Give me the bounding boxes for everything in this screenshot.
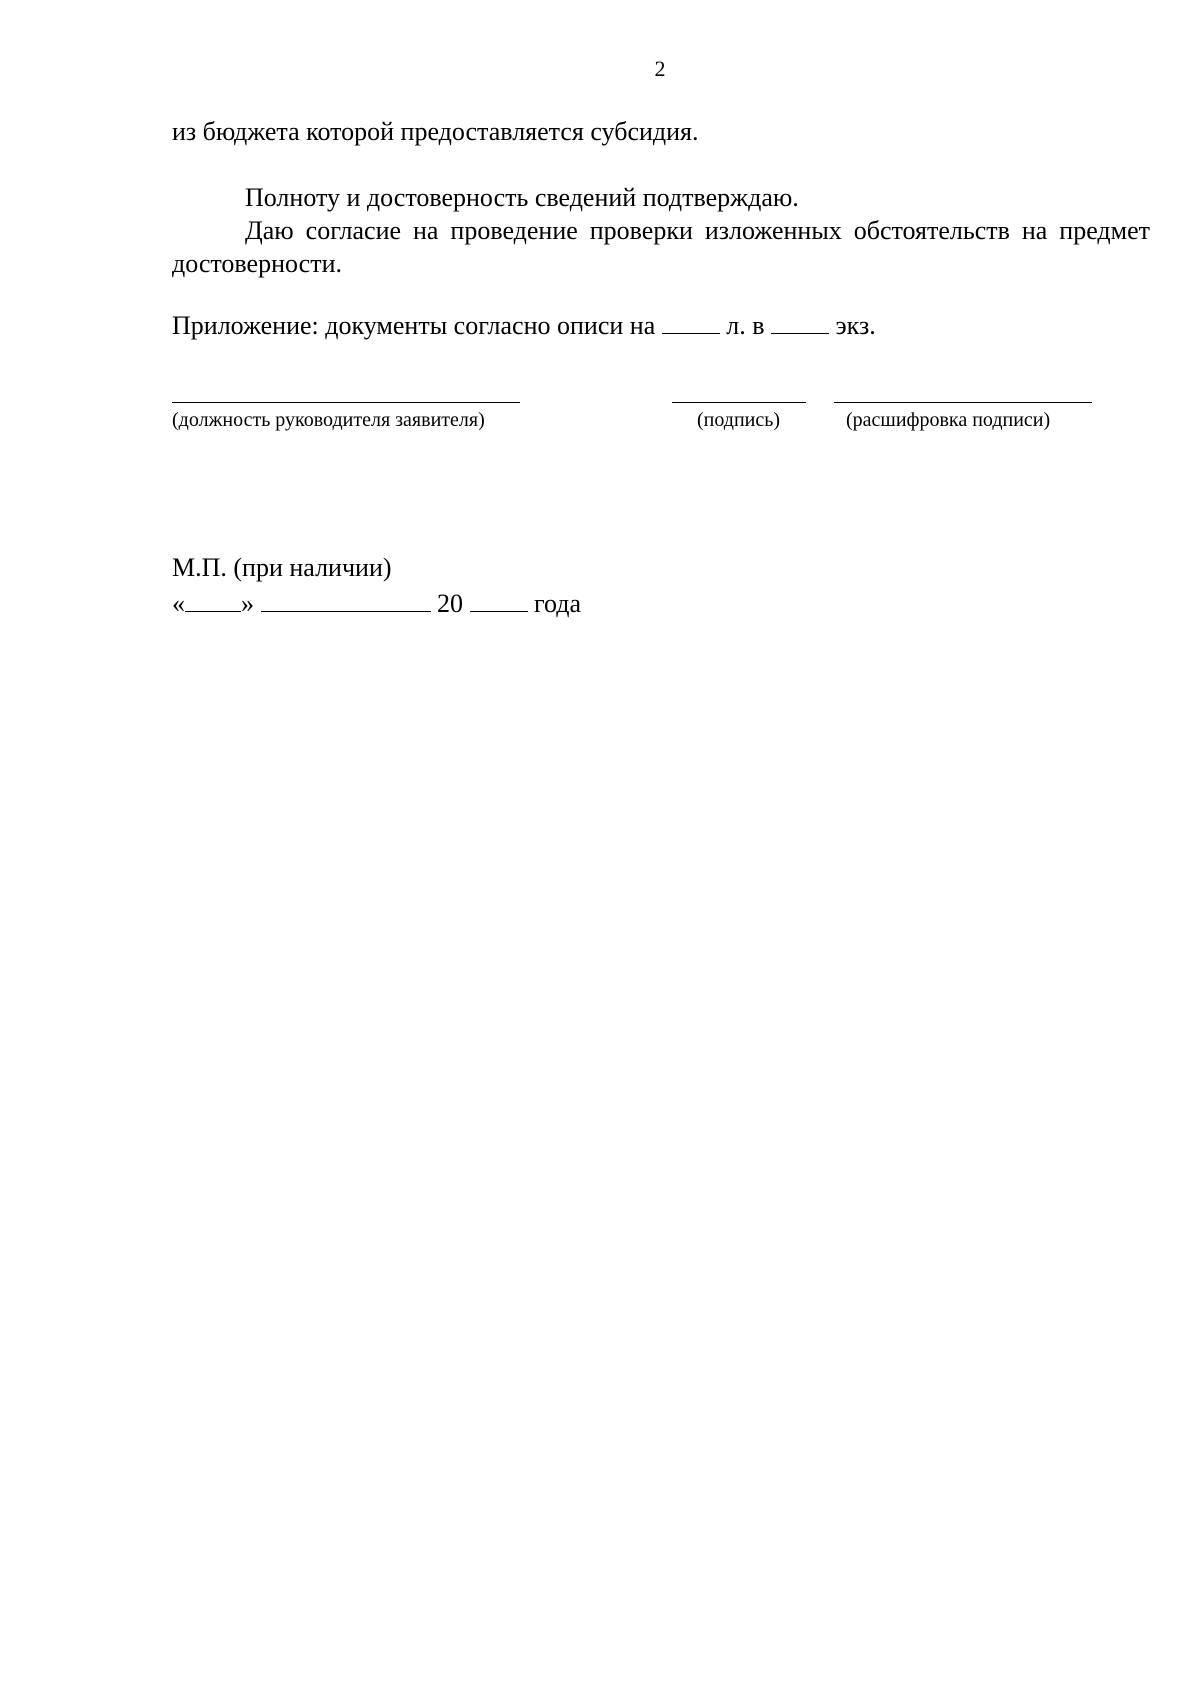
appendix-mid: л. в xyxy=(726,311,765,340)
date-year-blank[interactable] xyxy=(470,587,528,612)
appendix-line xyxy=(172,309,1150,342)
paragraph-consent: Даю согласие на проведение проверки изложенных обстоятельств на предмет достоверности. xyxy=(172,216,1150,278)
copies-count-blank[interactable] xyxy=(771,309,829,334)
date-month-blank[interactable] xyxy=(261,587,431,612)
date-line xyxy=(172,587,581,620)
date-open-quote: « xyxy=(172,589,185,618)
signature-line[interactable] xyxy=(672,402,806,403)
appendix-suffix: экз. xyxy=(835,311,876,340)
date-suffix: года xyxy=(534,589,582,618)
paragraph-confirmation: Полноту и достоверность сведений подтверждаю. xyxy=(245,183,799,212)
date-day-blank[interactable] xyxy=(185,587,241,612)
signature-decode-line[interactable] xyxy=(834,402,1092,403)
position-signature-line[interactable] xyxy=(172,402,520,403)
page-number: 2 xyxy=(654,56,666,81)
position-caption: (должность руководителя заявителя) xyxy=(172,409,485,431)
sheets-count-blank[interactable] xyxy=(662,309,720,334)
signature-caption: (подпись) xyxy=(697,409,781,431)
stamp-label: М.П. (при наличии) xyxy=(172,553,392,582)
text-line-budget: из бюджета которой предоставляется субсидия. xyxy=(172,117,699,146)
appendix-prefix: Приложение: документы согласно описи на xyxy=(172,311,656,340)
date-century: 20 xyxy=(437,589,463,618)
date-close-quote: » xyxy=(241,589,254,618)
signature-decode-caption: (расшифровка подписи) xyxy=(846,409,1051,431)
